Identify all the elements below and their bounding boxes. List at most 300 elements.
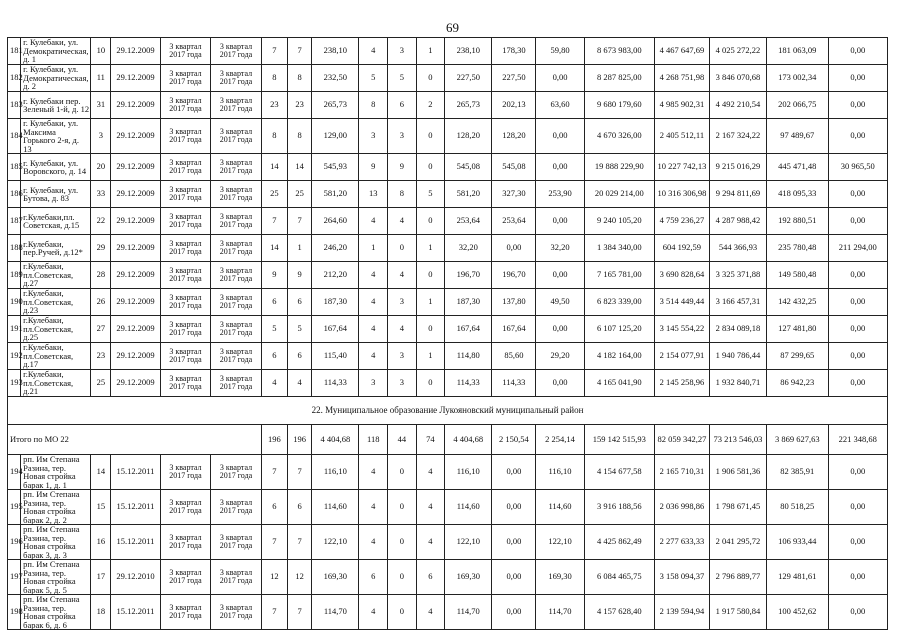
premises-municipal-cell: 1 <box>416 235 445 262</box>
apartment-count-cell: 15 <box>91 490 111 525</box>
date-cell: 29.12.2009 <box>111 262 160 289</box>
actual-quarter-cell: 3 квартал 2017 года <box>211 38 262 65</box>
premises-total-cell: 4 <box>359 343 388 370</box>
premises-total-cell: 5 <box>359 65 388 92</box>
date-cell: 15.12.2011 <box>111 595 160 630</box>
residents-count-cell: 12 <box>261 560 287 595</box>
cost-extra-cell: 0,00 <box>828 560 887 595</box>
residents-relocated-cell: 7 <box>288 525 312 560</box>
row-number-cell: 182 <box>8 65 21 92</box>
section-title: 22. Муниципальное образование Лукояновский муниципальный район <box>8 397 888 425</box>
premises-total-cell: 3 <box>359 370 388 397</box>
table-row <box>8 289 888 316</box>
area-total-cell: 253,64 <box>445 208 492 235</box>
premises-total-cell: 4 <box>359 38 388 65</box>
date-cell: 29.12.2009 <box>111 119 160 154</box>
residents-relocated-cell: 6 <box>288 490 312 525</box>
apartment-count-cell: 23 <box>91 343 111 370</box>
total-cell: 2 254,14 <box>536 425 584 455</box>
area-total-cell: 581,20 <box>445 181 492 208</box>
area-total-cell: 187,30 <box>445 289 492 316</box>
apartment-count-cell: 10 <box>91 38 111 65</box>
premises-municipal-cell: 0 <box>416 65 445 92</box>
cost-fund-cell: 3 514 449,44 <box>654 289 709 316</box>
cost-total-cell: 20 029 214,00 <box>584 181 654 208</box>
premises-municipal-cell: 6 <box>416 560 445 595</box>
page-number: 69 <box>446 20 459 35</box>
premises-municipal-cell: 4 <box>416 595 445 630</box>
residents-count-cell: 4 <box>261 370 287 397</box>
residents-relocated-cell: 7 <box>288 455 312 490</box>
total-cell: 118 <box>359 425 388 455</box>
address-cell: г. Кулебаки, ул. Демократическая, д. 1 <box>21 38 91 65</box>
apartment-count-cell: 25 <box>91 370 111 397</box>
residents-relocated-cell: 4 <box>288 370 312 397</box>
cost-extra-cell: 0,00 <box>828 289 887 316</box>
planned-quarter-cell: 3 квартал 2017 года <box>160 181 211 208</box>
cost-local-cell: 235 780,48 <box>767 235 829 262</box>
area-municipal-cell: 0,00 <box>536 316 584 343</box>
cost-extra-cell: 0,00 <box>828 208 887 235</box>
premises-total-cell: 4 <box>359 262 388 289</box>
planned-quarter-cell: 3 квартал 2017 года <box>160 560 211 595</box>
premises-total-cell: 4 <box>359 490 388 525</box>
cost-fund-cell: 4 268 751,98 <box>654 65 709 92</box>
cost-fund-cell: 2 277 633,33 <box>654 525 709 560</box>
premises-private-cell: 0 <box>388 595 417 630</box>
cost-local-cell: 149 580,48 <box>767 262 829 289</box>
cost-total-cell: 19 888 229,90 <box>584 154 654 181</box>
area-private-cell: 85,60 <box>492 343 536 370</box>
address-cell: г.Кулебаки, пл.Советская, д.21 <box>21 370 91 397</box>
cost-extra-cell: 0,00 <box>828 38 887 65</box>
area-private-cell: 114,33 <box>492 370 536 397</box>
area-private-cell: 196,70 <box>492 262 536 289</box>
cost-extra-cell: 0,00 <box>828 455 887 490</box>
apartment-count-cell: 17 <box>91 560 111 595</box>
actual-quarter-cell: 3 квартал 2017 года <box>211 65 262 92</box>
residents-count-cell: 6 <box>261 343 287 370</box>
cost-fund-cell: 2 165 710,31 <box>654 455 709 490</box>
cost-fund-cell: 10 316 306,98 <box>654 181 709 208</box>
residents-relocated-cell: 5 <box>288 316 312 343</box>
residents-count-cell: 25 <box>261 181 287 208</box>
premises-private-cell: 0 <box>388 560 417 595</box>
apartment-count-cell: 20 <box>91 154 111 181</box>
cost-total-cell: 4 157 628,40 <box>584 595 654 630</box>
area-cell: 114,70 <box>312 595 359 630</box>
planned-quarter-cell: 3 квартал 2017 года <box>160 65 211 92</box>
residents-count-cell: 9 <box>261 262 287 289</box>
table-row <box>8 316 888 343</box>
residents-count-cell: 7 <box>261 525 287 560</box>
area-total-cell: 32,20 <box>445 235 492 262</box>
area-municipal-cell: 59,80 <box>536 38 584 65</box>
area-cell: 581,20 <box>312 181 359 208</box>
cost-local-cell: 142 432,25 <box>767 289 829 316</box>
premises-municipal-cell: 2 <box>416 92 445 119</box>
cost-region-cell: 1 917 580,84 <box>709 595 766 630</box>
planned-quarter-cell: 3 квартал 2017 года <box>160 92 211 119</box>
residents-relocated-cell: 23 <box>288 92 312 119</box>
premises-private-cell: 0 <box>388 490 417 525</box>
cost-local-cell: 106 933,44 <box>767 525 829 560</box>
row-number-cell: 184 <box>8 119 21 154</box>
premises-private-cell: 3 <box>388 119 417 154</box>
row-number-cell: 190 <box>8 289 21 316</box>
cost-region-cell: 2 834 089,18 <box>709 316 766 343</box>
row-number-cell: 193 <box>8 370 21 397</box>
premises-total-cell: 4 <box>359 455 388 490</box>
residents-count-cell: 7 <box>261 208 287 235</box>
cost-region-cell: 2 796 889,77 <box>709 560 766 595</box>
area-cell: 114,33 <box>312 370 359 397</box>
premises-total-cell: 4 <box>359 208 388 235</box>
premises-private-cell: 4 <box>388 208 417 235</box>
table-row <box>8 235 888 262</box>
cost-total-cell: 6 107 125,20 <box>584 316 654 343</box>
date-cell: 29.12.2009 <box>111 316 160 343</box>
area-municipal-cell: 0,00 <box>536 370 584 397</box>
cost-total-cell: 6 084 465,75 <box>584 560 654 595</box>
cost-local-cell: 127 481,80 <box>767 316 829 343</box>
premises-municipal-cell: 0 <box>416 154 445 181</box>
date-cell: 29.12.2009 <box>111 181 160 208</box>
area-cell: 122,10 <box>312 525 359 560</box>
residents-relocated-cell: 8 <box>288 119 312 154</box>
area-municipal-cell: 0,00 <box>536 65 584 92</box>
row-number-cell: 197 <box>8 560 21 595</box>
area-cell: 116,10 <box>312 455 359 490</box>
area-municipal-cell: 122,10 <box>536 525 584 560</box>
cost-region-cell: 4 025 272,22 <box>709 38 766 65</box>
actual-quarter-cell: 3 квартал 2017 года <box>211 343 262 370</box>
row-number-cell: 191 <box>8 316 21 343</box>
apartment-count-cell: 26 <box>91 289 111 316</box>
area-private-cell: 0,00 <box>492 490 536 525</box>
premises-private-cell: 9 <box>388 154 417 181</box>
actual-quarter-cell: 3 квартал 2017 года <box>211 316 262 343</box>
area-total-cell: 122,10 <box>445 525 492 560</box>
cost-local-cell: 202 066,75 <box>767 92 829 119</box>
cost-extra-cell: 0,00 <box>828 525 887 560</box>
total-cell: 74 <box>416 425 445 455</box>
premises-private-cell: 6 <box>388 92 417 119</box>
apartment-count-cell: 33 <box>91 181 111 208</box>
total-cell: 2 150,54 <box>492 425 536 455</box>
area-total-cell: 167,64 <box>445 316 492 343</box>
address-cell: г. Кулебаки, ул. Воровского, д. 14 <box>21 154 91 181</box>
residents-count-cell: 5 <box>261 316 287 343</box>
area-private-cell: 545,08 <box>492 154 536 181</box>
area-private-cell: 0,00 <box>492 235 536 262</box>
table-row <box>8 154 888 181</box>
cost-total-cell: 9 240 105,20 <box>584 208 654 235</box>
premises-municipal-cell: 0 <box>416 370 445 397</box>
cost-local-cell: 87 299,65 <box>767 343 829 370</box>
date-cell: 29.12.2009 <box>111 235 160 262</box>
planned-quarter-cell: 3 квартал 2017 года <box>160 38 211 65</box>
row-number-cell: 183 <box>8 92 21 119</box>
cost-extra-cell: 0,00 <box>828 92 887 119</box>
cost-extra-cell: 0,00 <box>828 343 887 370</box>
section-row <box>8 397 888 425</box>
row-number-cell: 186 <box>8 181 21 208</box>
actual-quarter-cell: 3 квартал 2017 года <box>211 208 262 235</box>
table-row <box>8 370 888 397</box>
cost-total-cell: 6 823 339,00 <box>584 289 654 316</box>
residents-relocated-cell: 25 <box>288 181 312 208</box>
residents-relocated-cell: 9 <box>288 262 312 289</box>
cost-extra-cell: 211 294,00 <box>828 235 887 262</box>
date-cell: 15.12.2011 <box>111 455 160 490</box>
cost-total-cell: 4 670 326,00 <box>584 119 654 154</box>
table-row <box>8 262 888 289</box>
address-cell: г.Кулебаки, пл.Советская, д.17 <box>21 343 91 370</box>
area-total-cell: 114,70 <box>445 595 492 630</box>
area-municipal-cell: 29,20 <box>536 343 584 370</box>
actual-quarter-cell: 3 квартал 2017 года <box>211 235 262 262</box>
cost-extra-cell: 0,00 <box>828 181 887 208</box>
premises-municipal-cell: 1 <box>416 343 445 370</box>
area-total-cell: 196,70 <box>445 262 492 289</box>
cost-extra-cell: 0,00 <box>828 490 887 525</box>
total-cell: 159 142 515,93 <box>584 425 654 455</box>
cost-local-cell: 129 481,61 <box>767 560 829 595</box>
cost-region-cell: 2 041 295,72 <box>709 525 766 560</box>
cost-fund-cell: 4 467 647,69 <box>654 38 709 65</box>
cost-fund-cell: 2 405 512,11 <box>654 119 709 154</box>
row-number-cell: 181 <box>8 38 21 65</box>
address-cell: рп. Им Степана Разина, тер. Новая стройка барак 6, д. 6 <box>21 595 91 630</box>
apartment-count-cell: 28 <box>91 262 111 289</box>
area-private-cell: 137,80 <box>492 289 536 316</box>
residents-count-cell: 8 <box>261 119 287 154</box>
area-private-cell: 128,20 <box>492 119 536 154</box>
cost-extra-cell: 0,00 <box>828 262 887 289</box>
cost-total-cell: 4 425 862,49 <box>584 525 654 560</box>
actual-quarter-cell: 3 квартал 2017 года <box>211 560 262 595</box>
apartment-count-cell: 29 <box>91 235 111 262</box>
cost-total-cell: 8 287 825,00 <box>584 65 654 92</box>
total-cell: 221 348,68 <box>828 425 887 455</box>
cost-local-cell: 97 489,67 <box>767 119 829 154</box>
premises-municipal-cell: 1 <box>416 289 445 316</box>
premises-total-cell: 4 <box>359 316 388 343</box>
planned-quarter-cell: 3 квартал 2017 года <box>160 490 211 525</box>
area-private-cell: 178,30 <box>492 38 536 65</box>
address-cell: г. Кулебаки, ул. Максима Горького 2-я, д. 13 <box>21 119 91 154</box>
cost-total-cell: 4 182 164,00 <box>584 343 654 370</box>
address-cell: г. Кулебаки, ул. Бутова, д. 83 <box>21 181 91 208</box>
planned-quarter-cell: 3 квартал 2017 года <box>160 343 211 370</box>
area-total-cell: 128,20 <box>445 119 492 154</box>
row-number-cell: 192 <box>8 343 21 370</box>
cost-local-cell: 418 095,33 <box>767 181 829 208</box>
cost-region-cell: 2 167 324,22 <box>709 119 766 154</box>
row-number-cell: 198 <box>8 595 21 630</box>
area-municipal-cell: 0,00 <box>536 208 584 235</box>
cost-region-cell: 3 846 070,68 <box>709 65 766 92</box>
cost-extra-cell: 0,00 <box>828 370 887 397</box>
area-private-cell: 0,00 <box>492 595 536 630</box>
table-row <box>8 208 888 235</box>
cost-local-cell: 173 002,34 <box>767 65 829 92</box>
premises-municipal-cell: 0 <box>416 316 445 343</box>
planned-quarter-cell: 3 квартал 2017 года <box>160 370 211 397</box>
cost-fund-cell: 2 145 258,96 <box>654 370 709 397</box>
resettlement-table <box>7 37 888 630</box>
premises-private-cell: 4 <box>388 316 417 343</box>
residents-count-cell: 7 <box>261 38 287 65</box>
area-cell: 246,20 <box>312 235 359 262</box>
address-cell: г.Кулебаки, пл.Советская, д.23 <box>21 289 91 316</box>
table-row <box>8 525 888 560</box>
apartment-count-cell: 31 <box>91 92 111 119</box>
planned-quarter-cell: 3 квартал 2017 года <box>160 316 211 343</box>
area-municipal-cell: 0,00 <box>536 154 584 181</box>
residents-relocated-cell: 7 <box>288 38 312 65</box>
area-total-cell: 238,10 <box>445 38 492 65</box>
cost-region-cell: 544 366,93 <box>709 235 766 262</box>
cost-fund-cell: 4 985 902,31 <box>654 92 709 119</box>
area-private-cell: 253,64 <box>492 208 536 235</box>
total-cell: 82 059 342,27 <box>654 425 709 455</box>
area-cell: 167,64 <box>312 316 359 343</box>
row-number-cell: 187 <box>8 208 21 235</box>
address-cell: г.Кулебаки,пл. Советская, д.15 <box>21 208 91 235</box>
premises-total-cell: 1 <box>359 235 388 262</box>
area-private-cell: 0,00 <box>492 560 536 595</box>
apartment-count-cell: 14 <box>91 455 111 490</box>
cost-extra-cell: 0,00 <box>828 595 887 630</box>
address-cell: г. Кулебаки, ул. Демократическая, д. 2 <box>21 65 91 92</box>
residents-count-cell: 14 <box>261 154 287 181</box>
premises-private-cell: 0 <box>388 235 417 262</box>
area-private-cell: 227,50 <box>492 65 536 92</box>
planned-quarter-cell: 3 квартал 2017 года <box>160 119 211 154</box>
premises-municipal-cell: 0 <box>416 208 445 235</box>
table-row <box>8 343 888 370</box>
residents-count-cell: 23 <box>261 92 287 119</box>
date-cell: 29.12.2009 <box>111 370 160 397</box>
area-cell: 232,50 <box>312 65 359 92</box>
table-body-top <box>8 38 888 397</box>
premises-private-cell: 3 <box>388 38 417 65</box>
planned-quarter-cell: 3 квартал 2017 года <box>160 455 211 490</box>
actual-quarter-cell: 3 квартал 2017 года <box>211 154 262 181</box>
cost-extra-cell: 0,00 <box>828 65 887 92</box>
actual-quarter-cell: 3 квартал 2017 года <box>211 119 262 154</box>
area-cell: 264,60 <box>312 208 359 235</box>
cost-region-cell: 4 287 988,42 <box>709 208 766 235</box>
premises-total-cell: 13 <box>359 181 388 208</box>
address-cell: рп. Им Степана Разина, тер. Новая стройка барак 1, д. 1 <box>21 455 91 490</box>
area-total-cell: 114,33 <box>445 370 492 397</box>
address-cell: г.Кулебаки, пл.Советская, д.27 <box>21 262 91 289</box>
area-municipal-cell: 0,00 <box>536 119 584 154</box>
residents-relocated-cell: 8 <box>288 65 312 92</box>
residents-relocated-cell: 7 <box>288 208 312 235</box>
table-row <box>8 38 888 65</box>
total-cell: 196 <box>288 425 312 455</box>
table-row <box>8 455 888 490</box>
cost-region-cell: 9 215 016,29 <box>709 154 766 181</box>
area-cell: 114,60 <box>312 490 359 525</box>
date-cell: 29.12.2009 <box>111 289 160 316</box>
premises-private-cell: 8 <box>388 181 417 208</box>
residents-count-cell: 7 <box>261 595 287 630</box>
apartment-count-cell: 22 <box>91 208 111 235</box>
table-row <box>8 65 888 92</box>
residents-relocated-cell: 6 <box>288 289 312 316</box>
address-cell: рп. Им Степана Разина, тер. Новая стройка барак 5, д. 5 <box>21 560 91 595</box>
premises-total-cell: 3 <box>359 119 388 154</box>
total-cell: 44 <box>388 425 417 455</box>
cost-region-cell: 3 166 457,31 <box>709 289 766 316</box>
premises-private-cell: 3 <box>388 289 417 316</box>
apartment-count-cell: 11 <box>91 65 111 92</box>
row-number-cell: 185 <box>8 154 21 181</box>
cost-extra-cell: 30 965,50 <box>828 154 887 181</box>
table-row <box>8 490 888 525</box>
planned-quarter-cell: 3 квартал 2017 года <box>160 235 211 262</box>
premises-total-cell: 4 <box>359 289 388 316</box>
date-cell: 15.12.2011 <box>111 490 160 525</box>
row-number-cell: 189 <box>8 262 21 289</box>
premises-municipal-cell: 5 <box>416 181 445 208</box>
area-cell: 212,20 <box>312 262 359 289</box>
area-municipal-cell: 114,60 <box>536 490 584 525</box>
cost-fund-cell: 3 158 094,37 <box>654 560 709 595</box>
row-number-cell: 196 <box>8 525 21 560</box>
cost-extra-cell: 0,00 <box>828 316 887 343</box>
total-cell: 3 869 627,63 <box>767 425 829 455</box>
cost-fund-cell: 4 759 236,27 <box>654 208 709 235</box>
area-municipal-cell: 32,20 <box>536 235 584 262</box>
cost-total-cell: 7 165 781,00 <box>584 262 654 289</box>
premises-total-cell: 4 <box>359 525 388 560</box>
apartment-count-cell: 27 <box>91 316 111 343</box>
cost-region-cell: 1 798 671,45 <box>709 490 766 525</box>
cost-region-cell: 1 932 840,71 <box>709 370 766 397</box>
actual-quarter-cell: 3 квартал 2017 года <box>211 455 262 490</box>
area-private-cell: 167,64 <box>492 316 536 343</box>
table-row <box>8 92 888 119</box>
premises-private-cell: 0 <box>388 525 417 560</box>
premises-municipal-cell: 4 <box>416 455 445 490</box>
cost-total-cell: 8 673 983,00 <box>584 38 654 65</box>
area-cell: 238,10 <box>312 38 359 65</box>
area-total-cell: 265,73 <box>445 92 492 119</box>
premises-private-cell: 3 <box>388 343 417 370</box>
premises-municipal-cell: 4 <box>416 490 445 525</box>
apartment-count-cell: 16 <box>91 525 111 560</box>
area-cell: 545,93 <box>312 154 359 181</box>
area-total-cell: 227,50 <box>445 65 492 92</box>
area-cell: 265,73 <box>312 92 359 119</box>
area-private-cell: 0,00 <box>492 455 536 490</box>
area-municipal-cell: 63,60 <box>536 92 584 119</box>
premises-private-cell: 4 <box>388 262 417 289</box>
actual-quarter-cell: 3 квартал 2017 года <box>211 370 262 397</box>
area-private-cell: 327,30 <box>492 181 536 208</box>
residents-relocated-cell: 14 <box>288 154 312 181</box>
apartment-count-cell: 3 <box>91 119 111 154</box>
address-cell: г.Кулебаки, пер.Ручей, д.12* <box>21 235 91 262</box>
cost-fund-cell: 3 145 554,22 <box>654 316 709 343</box>
total-row <box>8 425 888 455</box>
